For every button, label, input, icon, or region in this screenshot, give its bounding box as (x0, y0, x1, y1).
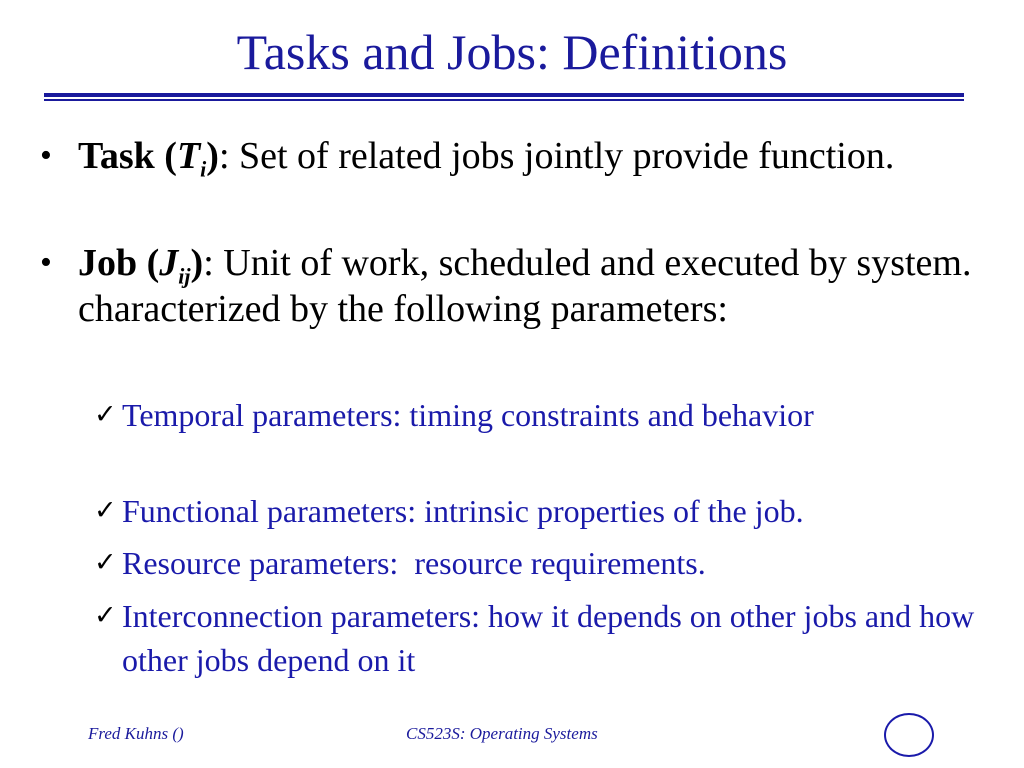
job-term: Job ( (78, 242, 160, 284)
task-description: : Set of related jobs jointly provide function. (218, 135, 895, 177)
checkmark-icon: ✓ (94, 495, 117, 526)
task-subscript: i (200, 156, 207, 182)
bullet-dot-icon: • (40, 137, 52, 174)
subbullet-resource (94, 541, 1002, 585)
title-divider (44, 93, 964, 101)
subbullet-temporal (94, 393, 1002, 437)
subbullet-text: Resource parameters: resource requirements. (122, 545, 706, 581)
bullet-task (40, 133, 978, 182)
task-term: Task ( (78, 135, 177, 177)
job-symbol: J (159, 242, 179, 284)
footer-course: CS523S: Operating Systems (406, 724, 598, 743)
checkmark-icon: ✓ (94, 600, 117, 631)
job-subscript: ij (178, 263, 191, 289)
checkmark-icon: ✓ (94, 547, 117, 578)
circle-logo-icon (884, 713, 934, 757)
job-close: ) (190, 242, 204, 284)
task-symbol: T (176, 135, 201, 177)
bullet-dot-icon: • (40, 244, 52, 281)
subbullet-functional (94, 489, 1002, 533)
task-close: ) (206, 135, 219, 177)
subbullet-interconnection (94, 594, 1002, 682)
slide-title: Tasks and Jobs: Definitions (236, 24, 788, 80)
checkmark-icon: ✓ (94, 399, 117, 430)
subbullet-text: Interconnection parameters: how it depends on other jobs and how other jobs depend on it (122, 598, 975, 678)
subbullet-text: Functional parameters: intrinsic properties of the job. (122, 493, 804, 529)
job-description: : Unit of work, scheduled and executed by system. characterized by the following parameters: (78, 242, 972, 330)
bullet-job (40, 240, 978, 332)
footer-author: Fred Kuhns () (88, 724, 184, 743)
subbullet-text: Temporal parameters: timing constraints and behavior (122, 397, 814, 433)
